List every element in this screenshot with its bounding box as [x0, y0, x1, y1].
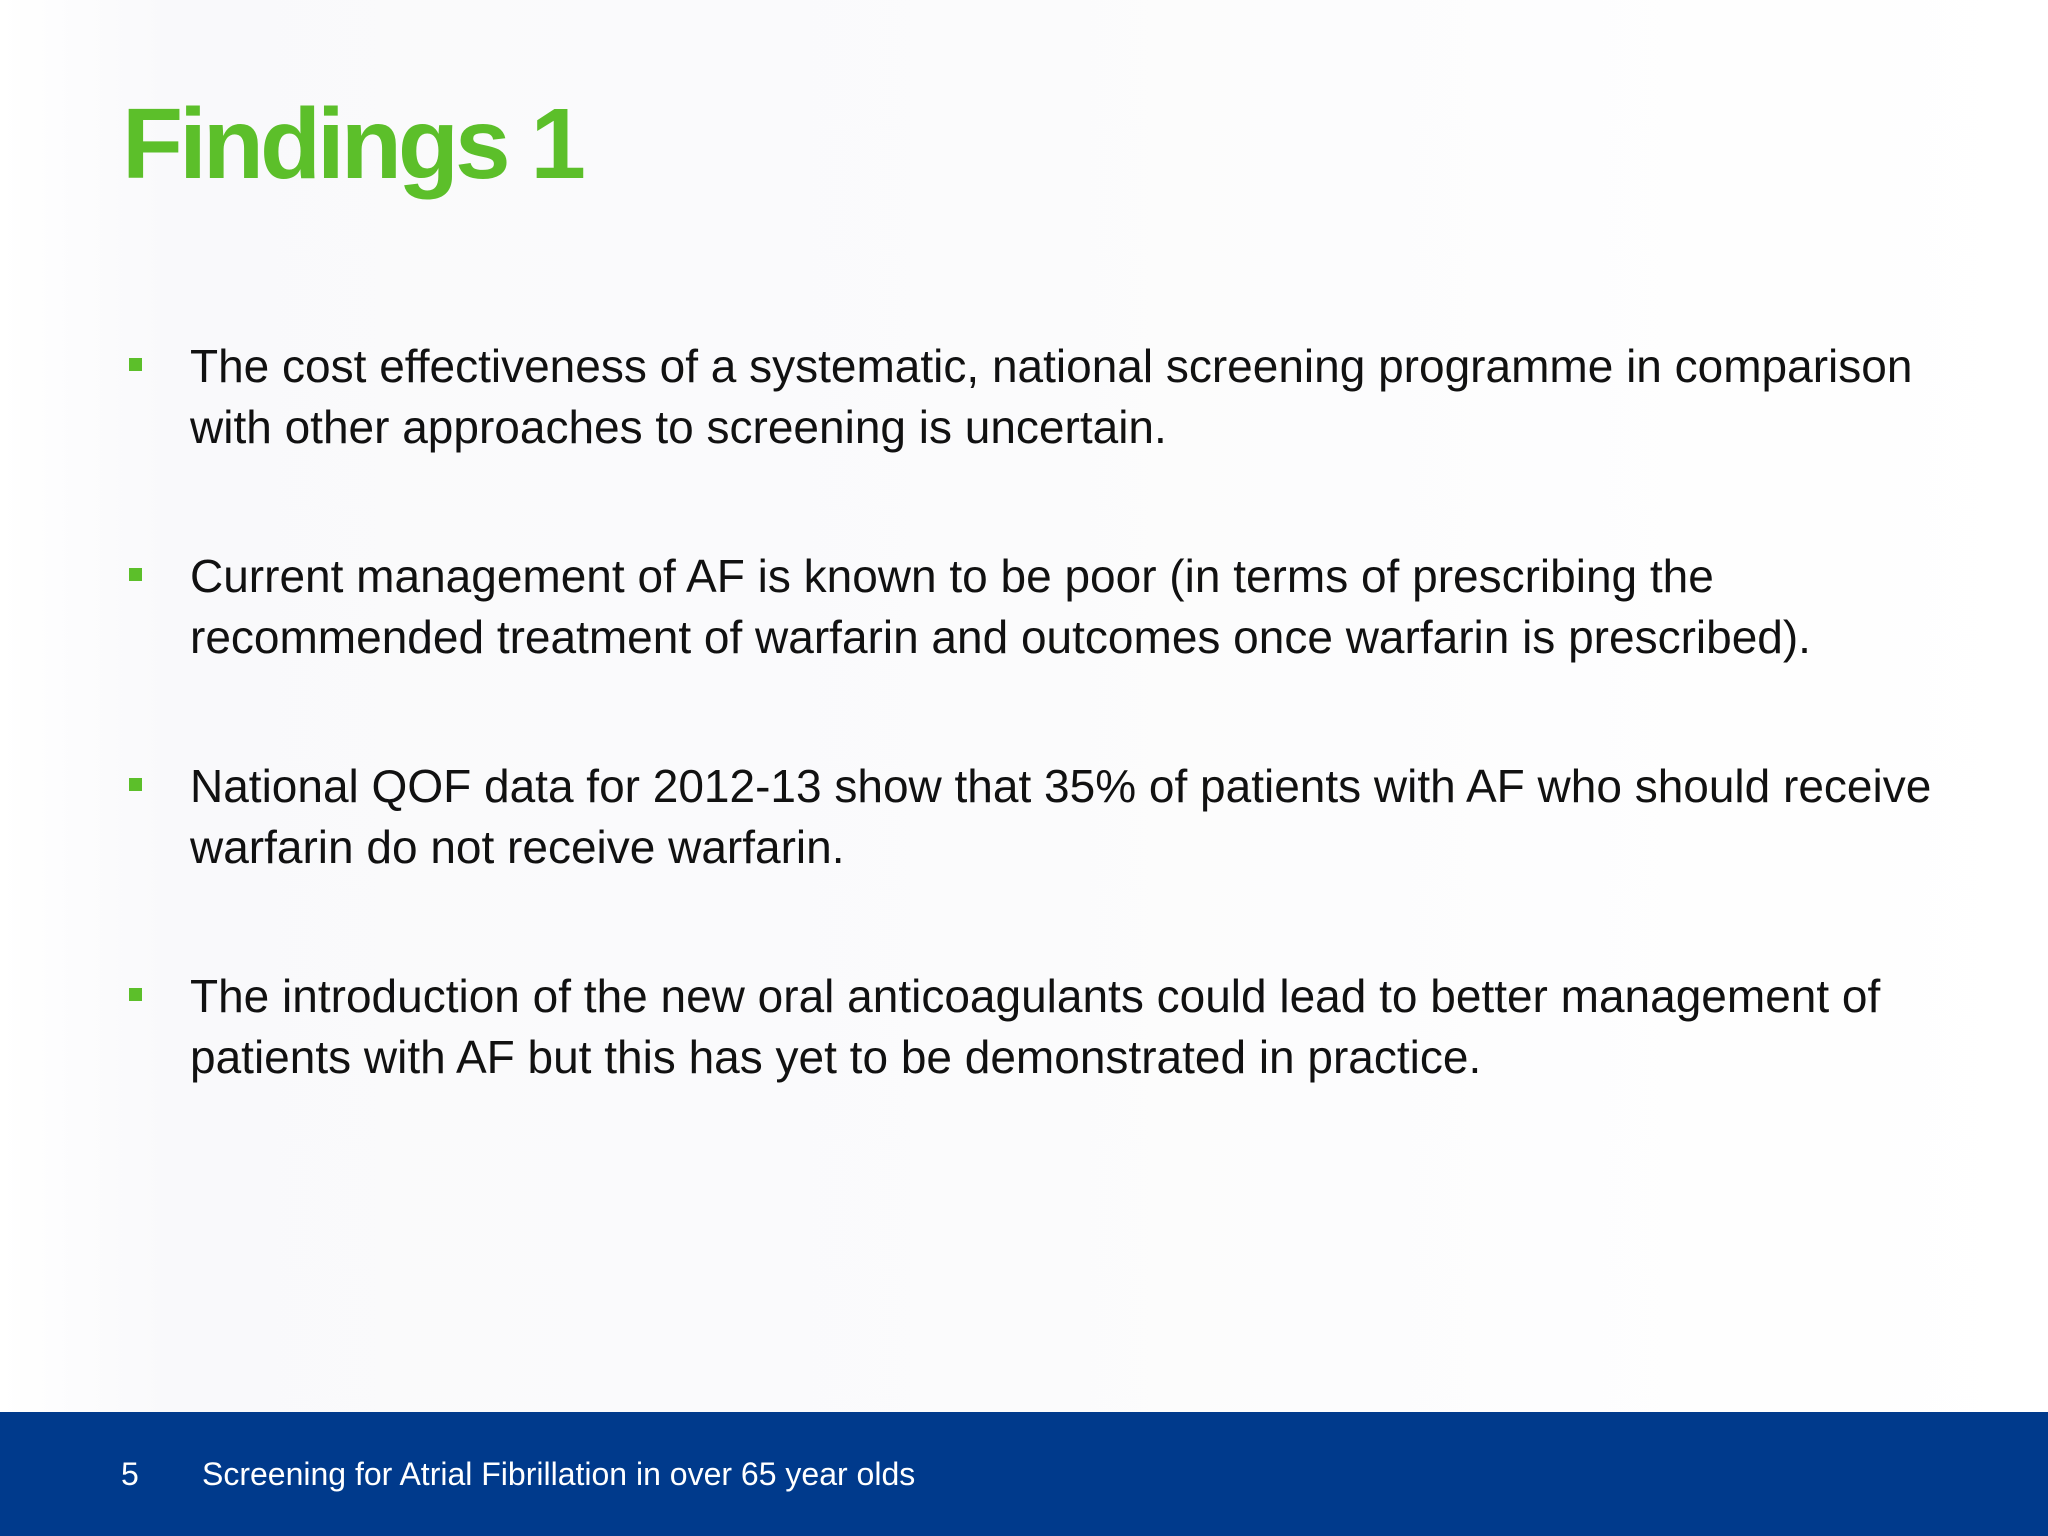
page-number: 5	[121, 1456, 139, 1492]
square-bullet-icon	[129, 778, 142, 791]
slide-title: Findings 1	[122, 88, 582, 200]
square-bullet-icon	[129, 358, 142, 371]
bullet-text: National QOF data for 2012-13 show that 35% of patients with AF who should receive warfarin do not receive warfarin.	[190, 760, 1932, 873]
bullet-text: Current management of AF is known to be poor (in terms of prescribing the recommended treatment of warfarin and outcomes once warfarin is prescribed).	[190, 550, 1811, 663]
bullet-text: The introduction of the new oral anticoagulants could lead to better management of patients with AF but this has yet to be demonstrated in practice.	[190, 970, 1881, 1083]
bullet-item	[126, 966, 1946, 1088]
bullet-item	[126, 756, 1946, 878]
footer-title: Screening for Atrial Fibrillation in over 65 year olds	[202, 1456, 916, 1492]
square-bullet-icon	[129, 988, 142, 1001]
square-bullet-icon	[129, 568, 142, 581]
slide-footer	[0, 1412, 2048, 1536]
bullet-list	[126, 336, 1946, 1176]
bullet-text: The cost effectiveness of a systematic, national screening programme in comparison with other approaches to screening is uncertain.	[190, 340, 1913, 453]
bullet-item	[126, 336, 1946, 458]
bullet-item	[126, 546, 1946, 668]
